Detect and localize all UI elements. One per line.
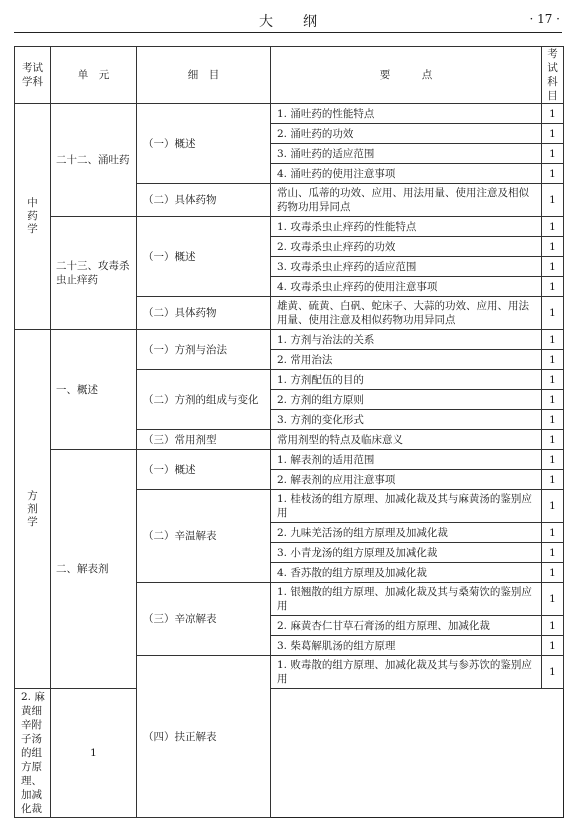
- syllabus-table: [14, 46, 564, 818]
- level-cell: 1: [542, 217, 564, 237]
- level-cell: 1: [542, 124, 564, 144]
- level-cell: 1: [542, 330, 564, 350]
- level-cell: 1: [542, 470, 564, 490]
- level-cell: 1: [542, 523, 564, 543]
- detail-cell: （一）概述: [137, 217, 271, 297]
- col-header-subject: 考试学科: [15, 47, 51, 104]
- level-cell: 1: [542, 350, 564, 370]
- point-cell: 2. 麻黄细辛附子汤的组方原理、加减化裁: [15, 689, 51, 818]
- level-cell: 1: [542, 583, 564, 616]
- page-title: 大纲: [259, 14, 347, 30]
- point-cell: 1. 方剂配伍的目的: [271, 370, 542, 390]
- point-cell: 3. 涌吐药的适应范围: [271, 144, 542, 164]
- col-header-detail: 细 目: [137, 47, 271, 104]
- col-header-points: 要 点: [271, 47, 542, 104]
- page-header: [14, 10, 562, 33]
- detail-cell: （二）具体药物: [137, 297, 271, 330]
- level-cell: 1: [542, 144, 564, 164]
- point-cell: 2. 方剂的组方原则: [271, 390, 542, 410]
- point-cell: 2. 攻毒杀虫止痒药的功效: [271, 237, 542, 257]
- point-cell: 1. 桂枝汤的组方原理、加减化裁及其与麻黄汤的鉴别应用: [271, 490, 542, 523]
- level-cell: 1: [542, 237, 564, 257]
- point-cell: 1. 涌吐药的性能特点: [271, 104, 542, 124]
- point-cell: 4. 涌吐药的使用注意事项: [271, 164, 542, 184]
- point-cell: 3. 方剂的变化形式: [271, 410, 542, 430]
- level-cell: 1: [542, 636, 564, 656]
- point-cell: 1. 解表剂的适用范围: [271, 450, 542, 470]
- point-cell: 常山、瓜蒂的功效、应用、用法用量、使用注意及相似药物功用异同点: [271, 184, 542, 217]
- detail-cell: （三）常用剂型: [137, 430, 271, 450]
- unit-cell: 二、解表剂: [51, 450, 137, 689]
- detail-cell: （一）概述: [137, 450, 271, 490]
- table-row: [15, 450, 564, 470]
- point-cell: 1. 方剂与治法的关系: [271, 330, 542, 350]
- point-cell: 雄黄、硫黄、白矾、蛇床子、大蒜的功效、应用、用法用量、使用注意及相似药物功用异同点: [271, 297, 542, 330]
- level-cell: 1: [542, 370, 564, 390]
- detail-cell: （一）方剂与治法: [137, 330, 271, 370]
- col-header-unit: 单 元: [51, 47, 137, 104]
- point-cell: 2. 常用治法: [271, 350, 542, 370]
- level-cell: 1: [542, 390, 564, 410]
- subject-cell: 方剂学: [15, 330, 51, 689]
- point-cell: 3. 小青龙汤的组方原理及加减化裁: [271, 543, 542, 563]
- point-cell: 1. 银翘散的组方原理、加减化裁及其与桑菊饮的鉴别应用: [271, 583, 542, 616]
- col-header-level: 考试科目: [542, 47, 564, 104]
- table-row: [15, 330, 564, 350]
- level-cell: 1: [542, 563, 564, 583]
- unit-cell: 二十三、攻毒杀虫止痒药: [51, 217, 137, 330]
- level-cell: 1: [542, 297, 564, 330]
- unit-cell: 二十二、涌吐药: [51, 104, 137, 217]
- point-cell: 3. 攻毒杀虫止痒药的适应范围: [271, 257, 542, 277]
- detail-cell: （二）方剂的组成与变化: [137, 370, 271, 430]
- level-cell: 1: [542, 656, 564, 689]
- level-cell: 1: [542, 490, 564, 523]
- level-cell: 1: [542, 410, 564, 430]
- point-cell: 2. 解表剂的应用注意事项: [271, 470, 542, 490]
- detail-cell: （二）具体药物: [137, 184, 271, 217]
- point-cell: 1. 败毒散的组方原理、加减化裁及其与参苏饮的鉴别应用: [271, 656, 542, 689]
- table-row: [15, 217, 564, 237]
- point-cell: 4. 攻毒杀虫止痒药的使用注意事项: [271, 277, 542, 297]
- detail-cell: （二）辛温解表: [137, 490, 271, 583]
- detail-cell: （四）扶正解表: [137, 656, 271, 818]
- point-cell: 4. 香苏散的组方原理及加减化裁: [271, 563, 542, 583]
- point-cell: 3. 柴葛解肌汤的组方原理: [271, 636, 542, 656]
- detail-cell: （一）概述: [137, 104, 271, 184]
- level-cell: 1: [542, 104, 564, 124]
- detail-cell: （三）辛凉解表: [137, 583, 271, 656]
- point-cell: 常用剂型的特点及临床意义: [271, 430, 542, 450]
- level-cell: 1: [542, 616, 564, 636]
- table-row: [15, 689, 564, 818]
- level-cell: 1: [542, 277, 564, 297]
- point-cell: 2. 九味羌活汤的组方原理及加减化裁: [271, 523, 542, 543]
- level-cell: 1: [542, 450, 564, 470]
- subject-cell: 中药学: [15, 104, 51, 330]
- level-cell: 1: [542, 257, 564, 277]
- level-cell: 1: [542, 164, 564, 184]
- level-cell: 1: [542, 430, 564, 450]
- page-number: · 17 ·: [529, 12, 560, 26]
- table-row: [15, 104, 564, 124]
- point-cell: 1. 攻毒杀虫止痒药的性能特点: [271, 217, 542, 237]
- unit-cell: 一、概述: [51, 330, 137, 450]
- level-cell: 1: [51, 689, 137, 818]
- point-cell: 2. 麻黄杏仁甘草石膏汤的组方原理、加减化裁: [271, 616, 542, 636]
- level-cell: 1: [542, 543, 564, 563]
- point-cell: 2. 涌吐药的功效: [271, 124, 542, 144]
- level-cell: 1: [542, 184, 564, 217]
- table-header-row: [15, 47, 564, 104]
